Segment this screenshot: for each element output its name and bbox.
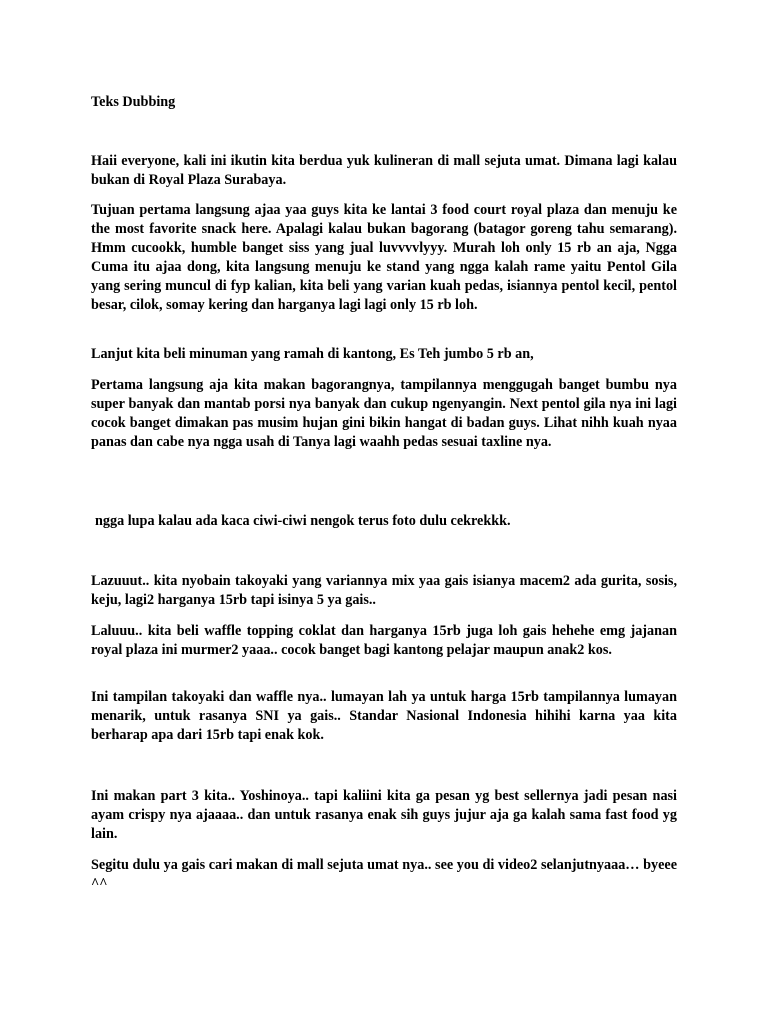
paragraph-bagorang-pentol: Tujuan pertama langsung ajaa yaa guys kita ke lantai 3 food court royal plaza dan menuju ke the most favorite snack here. Apalagi kalau bukan bagorang (batagor goreng tahu semarang). Hmm cucookk, humble banget siss yang jual luvvvvlyyy. Murah loh only 15 rb an aja, Ngga Cuma itu ajaa dong, kita langsung menuju ke stand yang ngga kalah rame yaitu Pentol Gila yang sering muncul di fyp kalian, kita beli yang varian kuah pedas, isiannya pentol kecil, pentol besar, cilok, somay kering dan harganya lagi lagi only 15 rb loh. bbox=[91, 202, 677, 313]
paragraph-yoshinoya: Ini makan part 3 kita.. Yoshinoya.. tapi kaliini kita ga pesan yg best sellernya jadi pesan nasi ayam crispy nya ajaaaa.. dan untuk rasanya enak sih guys jujur aja ga kalah sama fast food yg lain. bbox=[91, 788, 677, 842]
document-title: Teks Dubbing bbox=[91, 94, 176, 110]
paragraph-waffle: Laluuu.. kita beli waffle topping coklat dan harganya 15rb juga loh gais hehehe emg jajanan royal plaza ini murmer2 yaaa.. cocok banget bagi kantong pelajar maupun anak2 kos. bbox=[91, 623, 677, 658]
paragraph-takoyaki: Lazuuut.. kita nyobain takoyaki yang variannya mix yaa gais isianya macem2 ada gurita, sosis, keju, lagi2 harganya 15rb tapi isinya 5 ya gais.. bbox=[91, 573, 677, 608]
paragraph-es-teh: Lanjut kita beli minuman yang ramah di kantong, Es Teh jumbo 5 rb an, bbox=[91, 346, 534, 362]
paragraph-photo: ngga lupa kalau ada kaca ciwi-ciwi nengok terus foto dulu cekrekkk. bbox=[95, 513, 511, 529]
paragraph-review: Ini tampilan takoyaki dan waffle nya.. lumayan lah ya untuk harga 15rb tampilannya lumayan menarik, untuk rasanya SNI ya gais.. Standar Nasional Indonesia hihihi karna yaa kita berharap apa dari 15rb tapi enak kok. bbox=[91, 689, 677, 743]
paragraph-closing: Segitu dulu ya gais cari makan di mall sejuta umat nya.. see you di video2 selanjutnyaaa… byeee ^^ bbox=[91, 857, 677, 892]
paragraph-tasting: Pertama langsung aja kita makan bagorangnya, tampilannya menggugah banget bumbu nya super banyak dan mantab porsi nya banyak dan cukup ngenyangin. Next pentol gila nya ini lagi cocok banget dimakan pas musim hujan gini bikin hangat di badan guys. Lihat nihh kuah nyaa panas dan cabe nya ngga usah di Tanya lagi waahh pedas sesuai taxline nya. bbox=[91, 377, 677, 450]
paragraph-intro: Haii everyone, kali ini ikutin kita berdua yuk kulineran di mall sejuta umat. Dimana lagi kalau bukan di Royal Plaza Surabaya. bbox=[91, 153, 677, 188]
